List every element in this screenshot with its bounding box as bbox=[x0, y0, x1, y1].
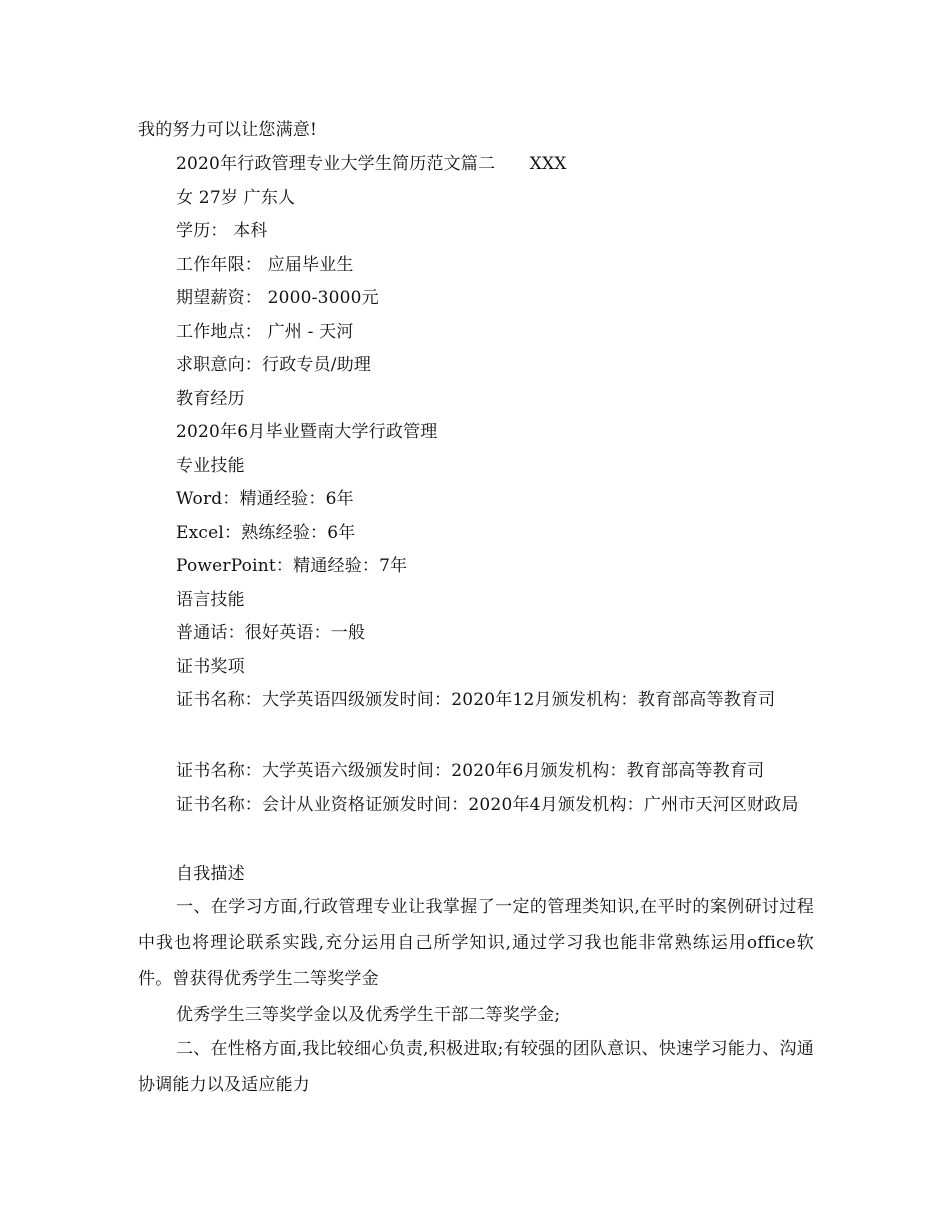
work-location: 工作地点： 广州 - 天河 bbox=[176, 322, 354, 342]
skill-excel: Excel：熟练经验：6年 bbox=[176, 523, 356, 543]
certificate-cet4: 证书名称：大学英语四级颁发时间：2020年12月颁发机构：教育部高等教育司 bbox=[176, 690, 776, 710]
education-level: 学历： 本科 bbox=[176, 221, 268, 241]
language-skills: 普通话：很好英语：一般 bbox=[176, 623, 366, 643]
personal-info: 女 27岁 广东人 bbox=[176, 188, 296, 208]
section-heading-education: 教育经历 bbox=[176, 389, 245, 409]
education-entry: 2020年6月毕业暨南大学行政管理 bbox=[176, 422, 438, 442]
certificate-cet6: 证书名称：大学英语六级颁发时间：2020年6月颁发机构：教育部高等教育司 bbox=[176, 761, 765, 781]
self-description-personality: 二、在性格方面,我比较细心负责,积极进取;有较强的团队意识、快速学习能力、沟通协调能力以及适应能力 bbox=[138, 1039, 814, 1095]
work-years: 工作年限： 应届毕业生 bbox=[176, 255, 354, 275]
skill-powerpoint: PowerPoint：精通经验：7年 bbox=[176, 556, 408, 576]
self-description-scholarship: 优秀学生三等奖学金以及优秀学生干部二等奖学金; bbox=[176, 1005, 561, 1025]
section-heading-certificates: 证书奖项 bbox=[176, 657, 245, 677]
certificate-accounting: 证书名称：会计从业资格证颁发时间：2020年4月颁发机构：广州市天河区财政局 bbox=[176, 795, 799, 815]
closing-line: 我的努力可以让您满意! bbox=[138, 120, 318, 140]
expected-salary: 期望薪资： 2000-3000元 bbox=[176, 288, 379, 308]
job-intention: 求职意向：行政专员/助理 bbox=[176, 355, 372, 375]
section-heading-self-description: 自我描述 bbox=[176, 864, 245, 884]
section-heading-skills: 专业技能 bbox=[176, 456, 245, 476]
self-description-study: 一、在学习方面,行政管理专业让我掌握了一定的管理类知识,在平时的案例研讨过程中我也将理论联系实践,充分运用自己所学知识,通过学习我也能非常熟练运用office软件。曾获得优秀学生二等奖学金 bbox=[138, 897, 814, 989]
resume-title: 2020年行政管理专业大学生简历范文篇二 XXX bbox=[176, 154, 567, 174]
section-heading-language: 语言技能 bbox=[176, 590, 245, 610]
skill-word: Word：精通经验：6年 bbox=[176, 489, 354, 509]
